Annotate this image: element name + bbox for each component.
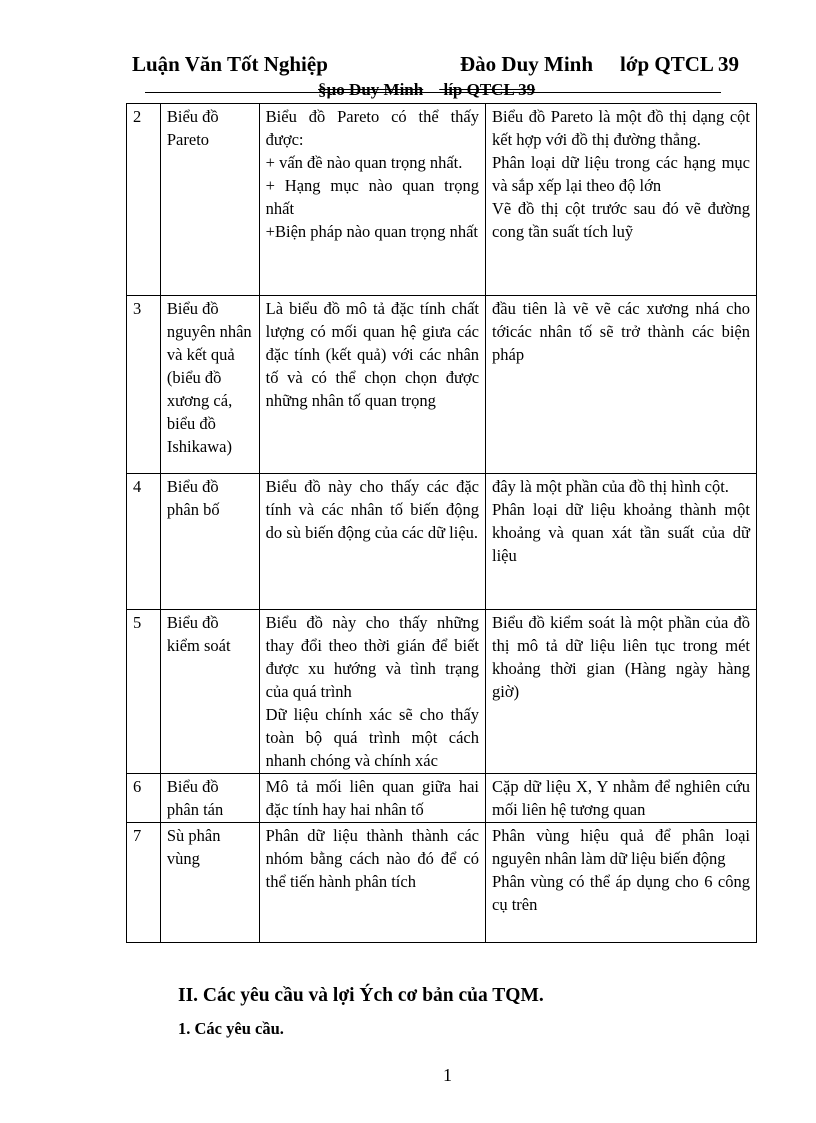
page-header <box>132 52 744 82</box>
tool-description <box>259 774 485 823</box>
header-class: lớp QTCL 39 <box>620 52 739 76</box>
tool-description <box>259 296 485 474</box>
description-line: Biểu đồ này cho thấy các đặc tính và các nhân tố biến động do sù biến động của các dữ liệu. <box>265 477 480 542</box>
method-line: Biểu đồ kiểm soát là một phần của đồ thị mô tả dữ liệu liên tục trong mét khoảng thời gian (Hàng ngày hàng giờ) <box>492 613 750 701</box>
tool-name: Biểu đồ phân bố <box>160 474 259 610</box>
tool-method <box>486 610 757 774</box>
table-row <box>127 774 757 823</box>
tool-description <box>259 474 485 610</box>
section-subtitle: 1. Các yêu cầu. <box>178 1019 284 1038</box>
row-number: 2 <box>127 104 161 296</box>
row-number: 3 <box>127 296 161 474</box>
method-line: đầu tiên là vẽ vẽ các xương nhá cho tớicác nhân tố sẽ trở thành các biện pháp <box>492 299 750 364</box>
table-row <box>127 610 757 774</box>
tool-name: Biểu đồ kiểm soát <box>160 610 259 774</box>
table-row <box>127 474 757 610</box>
description-line: + Hạng mục nào quan trọng nhất <box>265 176 480 218</box>
tool-method <box>486 774 757 823</box>
header-title: Luận Văn Tốt Nghiệp <box>132 52 328 76</box>
description-line: Dữ liệu chính xác sẽ cho thấy toàn bộ quá trình một cách nhanh chóng và chính xác <box>265 705 480 770</box>
method-line: Phân vùng có thể áp dụng cho 6 công cụ trên <box>492 872 750 914</box>
row-number: 6 <box>127 774 161 823</box>
header-ghost-text <box>318 80 551 100</box>
method-line: Phân loại dữ liệu trong các hạng mục và sắp xếp lại theo độ lớn <box>492 153 750 195</box>
tool-method <box>486 296 757 474</box>
method-line: Biểu đồ Pareto là một đồ thị dạng cột kết hợp với đồ thị đường thẳng. <box>492 107 750 149</box>
row-number: 4 <box>127 474 161 610</box>
description-line: + vấn đề nào quan trọng nhất. <box>265 153 463 172</box>
row-number: 5 <box>127 610 161 774</box>
quality-tools-table <box>126 103 757 943</box>
tool-description <box>259 104 485 296</box>
tool-name: Biểu đồ phân tán <box>160 774 259 823</box>
description-line: Biểu đồ này cho thấy những thay đổi theo thời gián để biết được xu hướng và tình trạng của quá trình <box>265 613 480 701</box>
method-line: Phân vùng hiệu quả để phân loại nguyên nhân làm dữ liệu biến động <box>492 826 750 868</box>
table-row <box>127 823 757 943</box>
method-line: Vẽ đồ thị cột trước sau đó vẽ đường cong tần suất tích luỹ <box>492 199 750 241</box>
header-divider <box>145 92 721 93</box>
description-line: Là biểu đồ mô tả đặc tính chất lượng có mối quan hệ giưa các đặc tính (kết quả) với các nhân tố và có thể chọn chọn được những nhân tố quan trọng <box>265 299 480 410</box>
table-row <box>127 104 757 296</box>
method-line: Cặp dữ liệu X, Y nhằm để nghiên cứu mối liên hệ tương quan <box>492 777 750 819</box>
page-number: 1 <box>443 1065 452 1085</box>
section-title: II. Các yêu cầu và lợi Ých cơ bản của TQM. <box>178 985 544 1006</box>
description-line: Phân dữ liệu thành thành các nhóm bằng cách nào đó để có thể tiến hành phân tích <box>265 826 480 891</box>
description-line: +Biện pháp nào quan trọng nhất <box>265 222 478 241</box>
tool-name: Biểu đồ Pareto <box>160 104 259 296</box>
method-line: đây là một phần của đồ thị hình cột. <box>492 477 729 496</box>
tool-description <box>259 823 485 943</box>
tool-description <box>259 610 485 774</box>
ghost-author: §µo Duy Minh <box>318 80 424 99</box>
description-line: Mô tả mối liên quan giữa hai đặc tính hay hai nhân tố <box>265 777 480 819</box>
table-row <box>127 296 757 474</box>
ghost-class: líp QTCL 39 <box>443 80 536 99</box>
description-line: Biểu đồ Pareto có thể thấy được: <box>265 107 480 149</box>
method-line: Phân loại dữ liệu khoảng thành một khoảng và quan xát tần suất của dữ liệu <box>492 500 750 565</box>
tool-method <box>486 104 757 296</box>
tool-method <box>486 823 757 943</box>
row-number: 7 <box>127 823 161 943</box>
tool-name: Sù phân vùng <box>160 823 259 943</box>
header-author: Đào Duy Minh <box>460 52 594 76</box>
tool-name: Biểu đồ nguyên nhân và kết quả (biểu đồ xương cá, biểu đồ Ishikawa) <box>160 296 259 474</box>
tool-method <box>486 474 757 610</box>
